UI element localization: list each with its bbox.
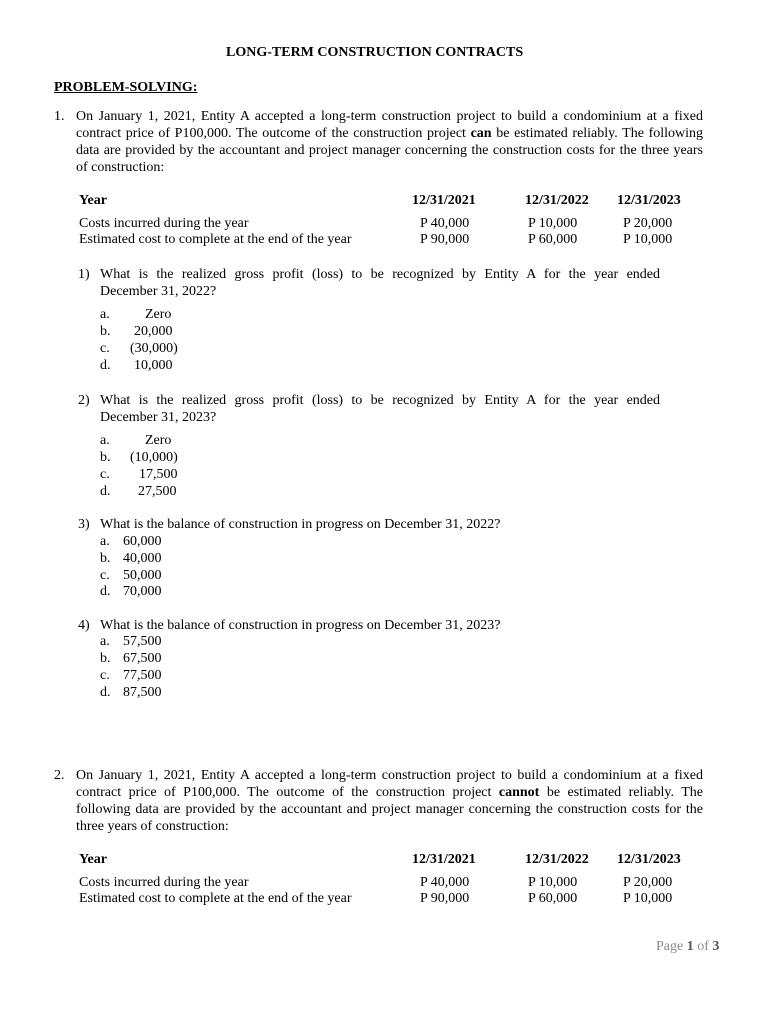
table-header-2023: 12/31/2023 bbox=[617, 193, 681, 208]
option-letter: c. bbox=[100, 668, 110, 683]
table-cell: P 40,000 bbox=[420, 216, 470, 231]
section-heading: PROBLEM-SOLVING: bbox=[54, 80, 198, 95]
option-letter: d. bbox=[100, 484, 111, 499]
option-value: 87,500 bbox=[123, 685, 162, 700]
option-letter: c. bbox=[100, 341, 110, 356]
question-text: What is the realized gross profit (loss) to be recognized by Entity A for the year ended bbox=[100, 267, 660, 282]
table-cell: Estimated cost to complete at the end of the year bbox=[79, 232, 352, 247]
table-header-2022: 12/31/2022 bbox=[525, 193, 589, 208]
question-number: 4) bbox=[78, 618, 90, 633]
table-cell: P 60,000 bbox=[528, 232, 578, 247]
option-letter: c. bbox=[100, 568, 110, 583]
option-letter: a. bbox=[100, 433, 110, 448]
option-value: Zero bbox=[145, 433, 172, 448]
option-value: Zero bbox=[145, 307, 172, 322]
option-letter: a. bbox=[100, 307, 110, 322]
table-header-2021: 12/31/2021 bbox=[412, 193, 476, 208]
question-text: What is the balance of construction in progress on December 31, 2022? bbox=[100, 517, 501, 532]
table-cell: P 10,000 bbox=[623, 232, 673, 247]
option-value: 50,000 bbox=[123, 568, 162, 583]
problem-2-number: 2. bbox=[54, 768, 65, 783]
question-number: 1) bbox=[78, 267, 90, 282]
problem-2-text: On January 1, 2021, Entity A accepted a long-term construction project to build a condominium at a fixed contract price of P100,000. The outcome of the construction project cannot be estimated reliably. The following data are provided by the accountant and project manager concerning the construction costs for the three years of construction: bbox=[76, 768, 703, 834]
question-text-cont: December 31, 2022? bbox=[100, 284, 217, 299]
problem-1-text: On January 1, 2021, Entity A accepted a long-term construction project to build a condominium at a fixed contract price of P100,000. The outcome of the construction project can be estimated reliably. The following data are provided by the accountant and project manager concerning the construction costs for the three years of construction: bbox=[76, 109, 704, 175]
option-letter: c. bbox=[100, 467, 110, 482]
table-cell: P 60,000 bbox=[528, 891, 578, 906]
table-cell: P 90,000 bbox=[420, 232, 470, 247]
option-letter: a. bbox=[100, 534, 110, 549]
table-cell: P 10,000 bbox=[528, 875, 578, 890]
option-value: 70,000 bbox=[123, 584, 162, 599]
question-number: 3) bbox=[78, 517, 90, 532]
option-letter: d. bbox=[100, 685, 111, 700]
question-number: 2) bbox=[78, 393, 90, 408]
option-letter: b. bbox=[100, 450, 111, 465]
problem-1-number: 1. bbox=[54, 109, 65, 124]
option-value: 77,500 bbox=[123, 668, 162, 683]
option-value: 20,000 bbox=[134, 324, 173, 339]
question-text: What is the realized gross profit (loss) to be recognized by Entity A for the year ended bbox=[100, 393, 660, 408]
table-header-2021: 12/31/2021 bbox=[412, 852, 476, 867]
option-letter: b. bbox=[100, 551, 111, 566]
option-value: 57,500 bbox=[123, 634, 162, 649]
table-header-2022: 12/31/2022 bbox=[525, 852, 589, 867]
table-header-year: Year bbox=[79, 193, 107, 208]
question-text: What is the balance of construction in progress on December 31, 2023? bbox=[100, 618, 501, 633]
option-value: 10,000 bbox=[134, 358, 173, 373]
table-cell: Estimated cost to complete at the end of the year bbox=[79, 891, 352, 906]
table-cell: P 20,000 bbox=[623, 875, 673, 890]
question-text-cont: December 31, 2023? bbox=[100, 410, 217, 425]
option-letter: b. bbox=[100, 324, 111, 339]
option-value: 60,000 bbox=[123, 534, 162, 549]
table-cell: P 90,000 bbox=[420, 891, 470, 906]
page-footer: Page 1 of 3 bbox=[656, 939, 720, 954]
document-title: LONG-TERM CONSTRUCTION CONTRACTS bbox=[226, 45, 524, 60]
option-value: (10,000) bbox=[130, 450, 178, 465]
table-cell: P 40,000 bbox=[420, 875, 470, 890]
table-cell: P 10,000 bbox=[528, 216, 578, 231]
table-cell: Costs incurred during the year bbox=[79, 875, 249, 890]
option-letter: a. bbox=[100, 634, 110, 649]
option-value: 17,500 bbox=[139, 467, 178, 482]
table-cell: P 10,000 bbox=[623, 891, 673, 906]
option-value: 27,500 bbox=[138, 484, 177, 499]
option-letter: d. bbox=[100, 358, 111, 373]
table-cell: P 20,000 bbox=[623, 216, 673, 231]
option-letter: b. bbox=[100, 651, 111, 666]
table-header-2023: 12/31/2023 bbox=[617, 852, 681, 867]
option-value: (30,000) bbox=[130, 341, 178, 356]
table-cell: Costs incurred during the year bbox=[79, 216, 249, 231]
table-header-year: Year bbox=[79, 852, 107, 867]
option-value: 40,000 bbox=[123, 551, 162, 566]
option-letter: d. bbox=[100, 584, 111, 599]
option-value: 67,500 bbox=[123, 651, 162, 666]
